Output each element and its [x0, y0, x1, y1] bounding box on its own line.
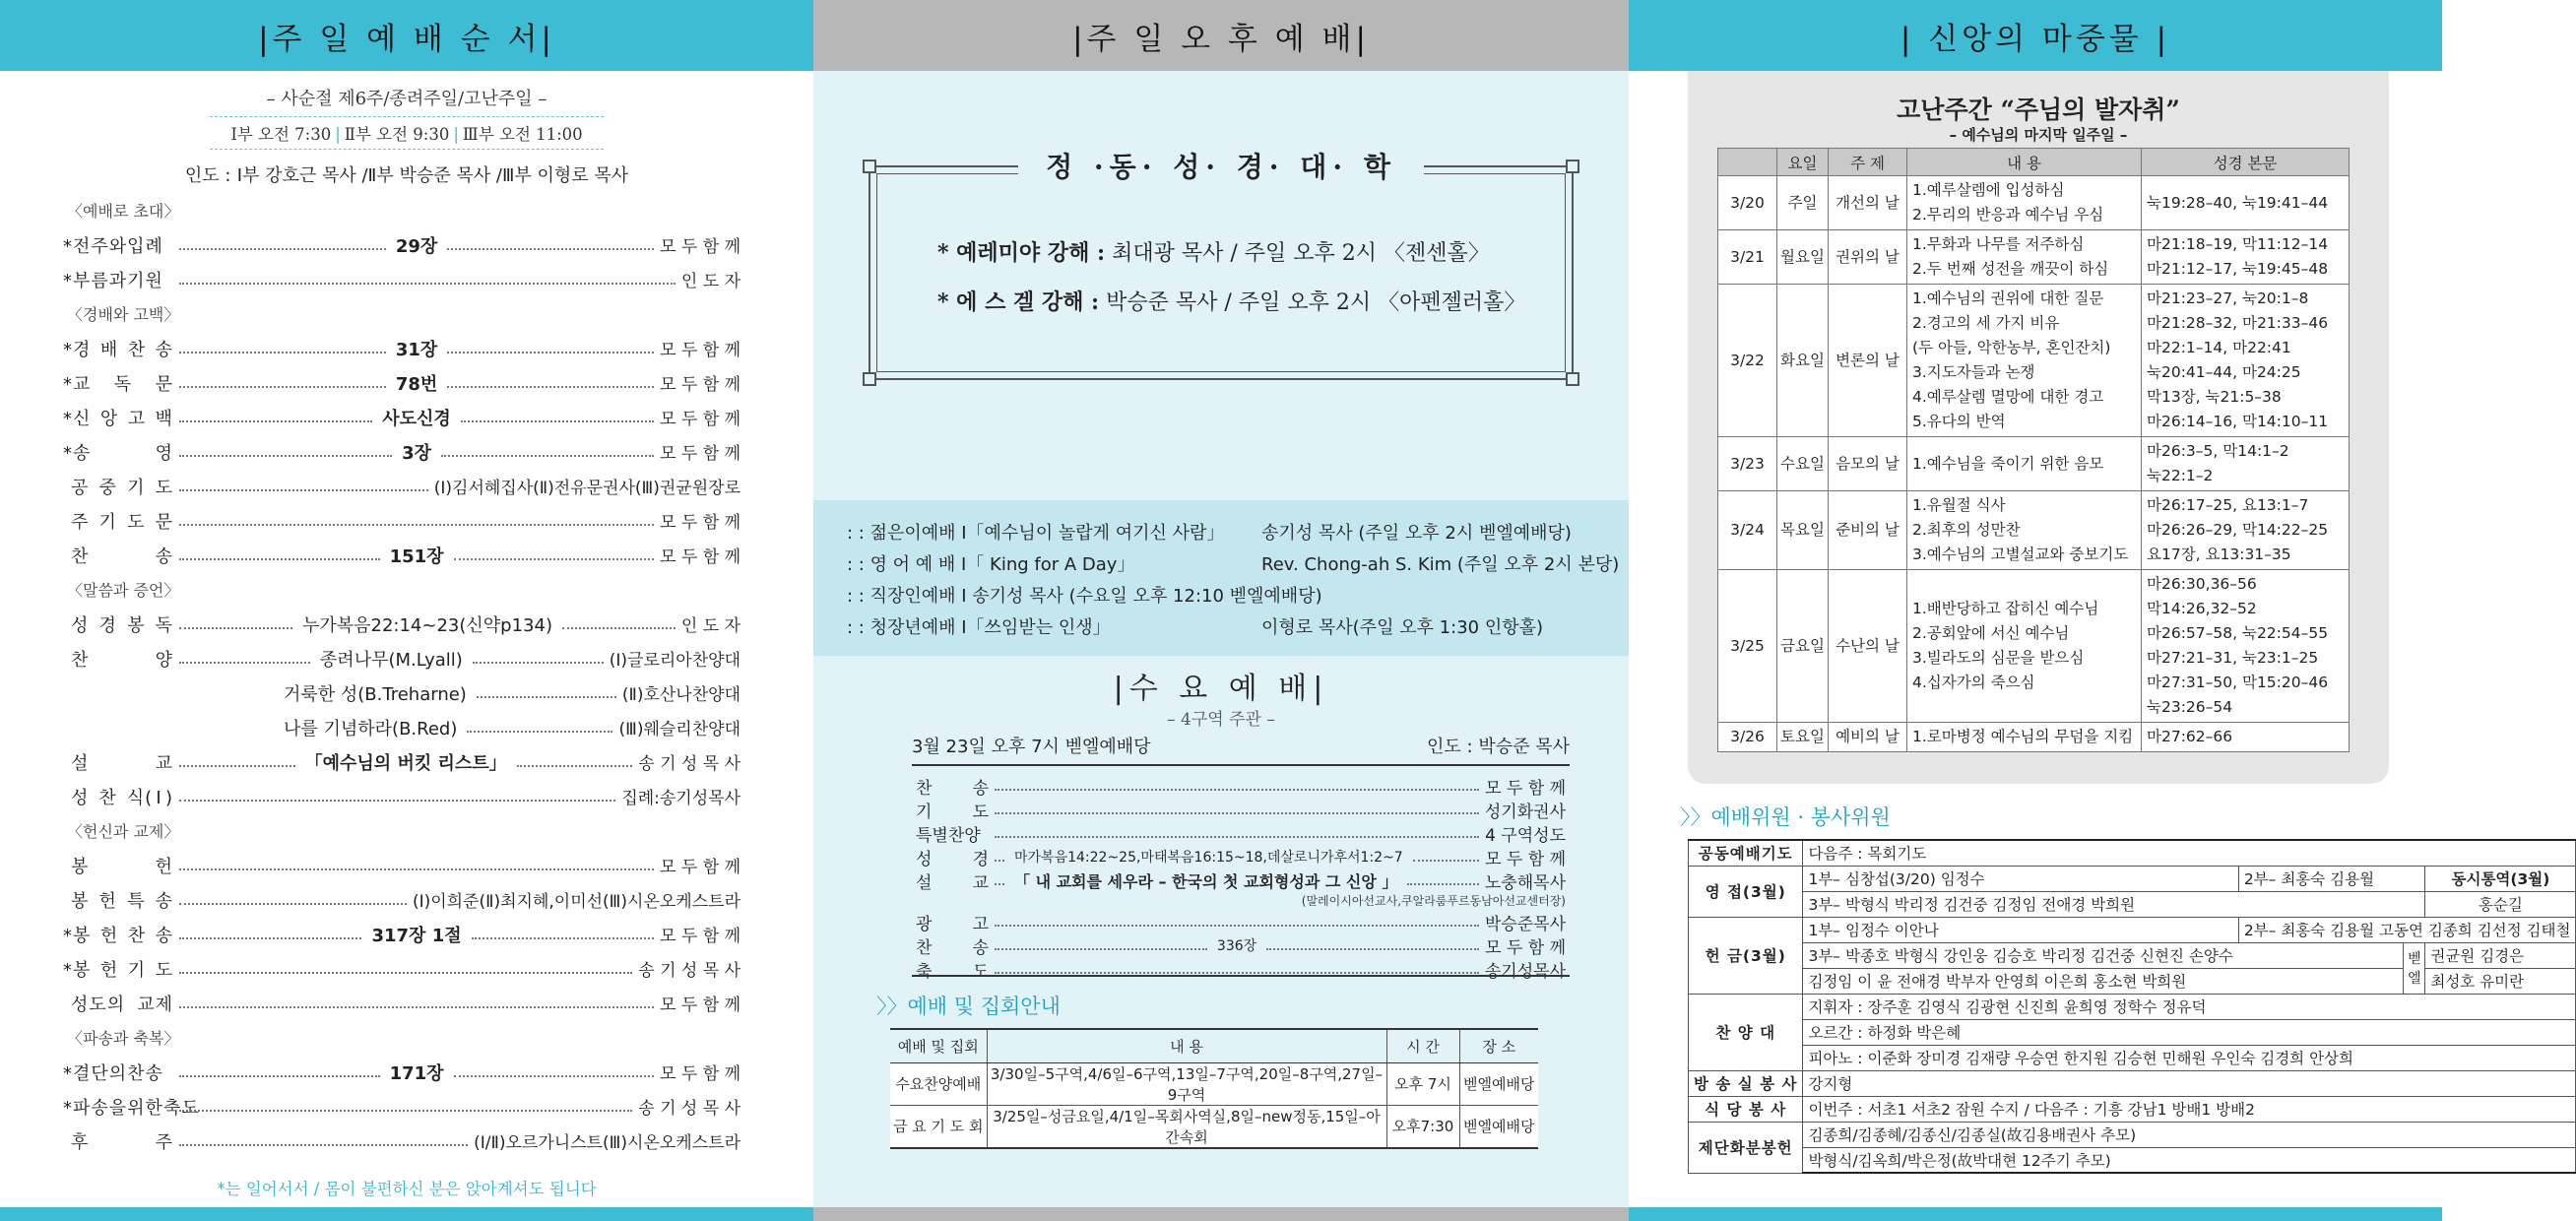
leader-label: 인도 : — [184, 165, 231, 186]
order-item-name: 설 교 — [71, 752, 173, 774]
order-item — [71, 882, 741, 917]
order-item — [63, 227, 741, 262]
order-item-name: 봉 헌 — [71, 856, 173, 877]
order-item-name: *결단의찬송 — [63, 1062, 163, 1084]
time-2: Ⅱ부 오전 9:30 — [344, 125, 450, 144]
order-item-person: (Ⅱ)호산나찬양대 — [621, 685, 741, 705]
wednesday-item-person: 성기화권사 — [1484, 802, 1566, 822]
liturgical-subtitle: – 사순절 제6주/종려주일/고난주일 – — [266, 89, 547, 109]
sunday-order-header: |주 일 예 배 순 서| — [0, 0, 813, 71]
wednesday-item-person: 모 두 함 께 — [1485, 937, 1566, 958]
wednesday-title: |수 요 예 배| — [1113, 672, 1329, 706]
staff-table: 공동예배기도 다음주 : 목회기도 영 접(3월) 1부– 심창섭(3/20) 임정수 2부– 최홍숙 김용월 동시통역(3월) 3부– 박형식 박리정 김건중 김정임 전애경 박희원 홍순길 헌 금(3월) 1부– 임정수 이안나 2부– 최홍숙 김용월 고동연 김종희 김선정 김태철 3부– 박종호 박형식 강인웅 김승호 박리정 김건중 신현진 손양수 벧엘 권균원 김경은 김정임 이 윤 전애경 박부자 안영희 이은희 홍소현 박희원 최성호 유미란 찬 양 대 지휘자 : 장주훈 김영식 김광현 신진희 윤희영 정학수 정유덕 오르간 : 하정화 박은혜 피아노 : 이준화 장미경 김재량 우승연 한지원 김승현 민해원 우인숙 김경희 안상희 방 송 실 봉 사 강지형 식 당 봉 사 이번주 : 서초1 서초2 잠원 수지 / 다음주 : 기흥 강남1 방배1 방배2 제단화분봉헌 김종희/김종혜/김종신/김종실(故김용배권사 추모) 박형식/김옥희/박은정(故박대현 12주기 추모) — [1688, 839, 2576, 1174]
wednesday-item-detail: 336장 — [1216, 938, 1257, 954]
footer-bar — [1629, 1207, 2442, 1221]
order-item-name: *부름과기원 — [63, 270, 163, 291]
order-item-detail: 사도신경 — [382, 408, 451, 429]
lecture-ezekiel: * 에 스 겔 강해 : 박승준 목사 / 주일 오후 2시 〈아펜젤러홀〉 — [937, 289, 1526, 315]
service-times: Ⅰ부 오전 7:30 | Ⅱ부 오전 9:30 | Ⅲ부 오전 11:00 — [210, 116, 604, 150]
service-leaders — [0, 161, 813, 187]
order-item — [63, 365, 741, 400]
order-item-detail: 29장 — [395, 235, 438, 257]
table-row: 3/20 주일 개선의 날 1.예루살렘에 입성하심 2.무리의 반응과 예수님 우심 눅19:28–40, 눅19:41–44 — [1718, 176, 2350, 230]
order-item-person: 모 두 함 께 — [660, 410, 741, 429]
order-item-person: 모 두 함 께 — [660, 927, 741, 946]
wednesday-item-name: 성 경 — [916, 849, 989, 869]
passion-week-title: 고난주간 “주님의 발자취” — [1897, 96, 2180, 124]
order-section: 〈헌신과 교제〉 — [67, 822, 180, 841]
order-item-name: 봉 헌 특 송 — [71, 890, 173, 912]
lecture-jeremiah: * 예레미야 강해 : 최대광 목사 / 주일 오후 2시 〈젠센홀〉 — [937, 240, 1490, 266]
order-item-person: 모 두 함 께 — [660, 1064, 741, 1084]
notice-table: 예배 및 집회 내 용 시 간 장 소 수요찬양예배 3/30일–5구역,4/6일–6구역,13일–7구역,20일–8구역,27일–9구역 오후 7시 벧엘예배당 금 요 기 도 회 3/25일–성금요일,4/1일–목회사역실,8일–new정동,15일–아간속회 오후7:30 벧엘예배당 — [890, 1028, 1538, 1149]
order-item-person: (Ⅰ)글로리아찬양대 — [609, 651, 741, 671]
order-item-name: 찬 양 — [71, 649, 173, 671]
order-item-name: 주 기 도 문 — [71, 511, 173, 533]
wednesday-item — [916, 821, 1566, 845]
wednesday-item-detail: 마가복음14:22~25,마태복음16:15~18,데살로니가후서1:2~7 — [1014, 850, 1403, 866]
order-item-detail: 종려나무(M.Lyall) — [319, 649, 463, 671]
order-section: 〈말씀과 증언〉 — [67, 581, 180, 600]
wednesday-item-name: 찬 송 — [916, 778, 989, 799]
wednesday-item-detail: 「 내 교회를 세우라 – 한국의 첫 교회형성과 그 신앙 」 — [1014, 871, 1398, 891]
order-item-name: 찬 송 — [71, 546, 173, 567]
order-section: 〈예배로 초대〉 — [67, 202, 180, 221]
order-item-person: 인 도 자 — [680, 272, 741, 291]
wednesday-item — [916, 798, 1566, 821]
footer-bar — [813, 1207, 1629, 1221]
order-item — [71, 607, 741, 641]
wednesday-item-person: 박승준목사 — [1484, 914, 1566, 934]
order-item-person: 송 기 성 목 사 — [638, 961, 741, 981]
order-item-person: 모 두 함 께 — [660, 858, 741, 877]
order-item — [71, 1124, 741, 1158]
order-item — [71, 848, 741, 882]
wednesday-item-person: 4 구역성도 — [1485, 825, 1566, 846]
order-item-name: 성 경 봉 독 — [71, 614, 173, 636]
order-item-detail: 31장 — [395, 339, 438, 360]
wednesday-item — [916, 774, 1566, 798]
order-section: 〈경배와 고백〉 — [67, 305, 180, 324]
order-item-person: 모 두 함 께 — [660, 996, 741, 1015]
wednesday-item-name: 기 도 — [916, 802, 989, 822]
order-item-name: *파송을위한축도 — [63, 1097, 200, 1119]
time-1: Ⅰ부 오전 7:30 — [230, 125, 332, 144]
order-item — [71, 710, 741, 744]
service-row-english: : : 영 어 예 배 I「 King for A Day」 Rev. Chong-ah S. Kim (주일 오후 2시 본당) — [847, 554, 1620, 575]
order-item-detail: 171장 — [389, 1062, 444, 1084]
table-row: 3/21 월요일 권위의 날 1.무화과 나무를 저주하심 2.두 번째 성전을 깨끗이 하심 마21:18–19, 막11:12–14 마21:12–17, 눅19:45–48 — [1718, 230, 2350, 285]
faith-panel — [1629, 0, 2571, 1221]
table-row: 3/24 목요일 준비의 날 1.유월절 식사 2.최후의 성만찬 3.예수님의 고별설교와 중보기도 마26:17–25, 요13:1–7 마26:26–29, 막14:22–25 요17장, 요13:31–35 — [1718, 491, 2350, 570]
order-item-name: *경 배 찬 송 — [63, 339, 173, 360]
order-item — [63, 951, 741, 986]
order-item-detail: 78번 — [395, 373, 438, 395]
sunday-order-panel — [0, 0, 813, 1221]
order-item — [63, 400, 741, 434]
wednesday-item — [916, 933, 1566, 957]
other-services-band — [813, 500, 1629, 656]
wednesday-order — [916, 774, 1566, 981]
wednesday-item-person: 노충해목사 — [1484, 872, 1566, 893]
order-item-name: 성도의 교제 — [71, 994, 173, 1015]
wednesday-item-person: 모 두 함 께 — [1485, 778, 1566, 799]
table-row: 3/23 수요일 음모의 날 1.예수님을 죽이기 위한 음모 마26:3–5, 막14:1–2 눅22:1–2 — [1718, 437, 2350, 491]
order-item-detail: 거룩한 성(B.Treharne) — [284, 683, 467, 705]
standing-note: *는 일어서서 / 몸이 불편하신 분은 앉아계셔도 됩니다 — [217, 1180, 597, 1198]
footer-bar — [0, 1207, 813, 1221]
notice-title: 〉〉예배 및 집회안내 — [876, 995, 1061, 1018]
wednesday-item — [916, 957, 1566, 981]
order-section: 〈파송과 축복〉 — [67, 1029, 180, 1048]
order-item-name: *신 앙 고 백 — [63, 408, 173, 429]
table-row: 3/26 토요일 예비의 날 1.로마병정 예수님의 무덤을 지킴 마27:62–66 — [1718, 723, 2350, 752]
service-row-adults: : : 청장년예배 I「쓰임받는 인생」 이형로 목사(주일 오후 1:30 인항홀) — [847, 617, 1544, 638]
wednesday-item-person: 송기성목사 — [1484, 961, 1566, 982]
wednesday-item-name: 광 고 — [916, 914, 989, 934]
order-of-worship — [63, 193, 741, 1158]
order-item-name: *전주와입례 — [63, 235, 163, 257]
order-item — [71, 675, 741, 710]
order-item — [63, 917, 741, 951]
order-item — [71, 641, 741, 675]
wednesday-info: 3월 23일 오후 7시 벧엘예배당 인도 : 박승준 목사 — [912, 733, 1570, 766]
wednesday-item-name: 특별찬양 — [916, 825, 981, 846]
order-item — [63, 1089, 741, 1124]
wednesday-item — [916, 868, 1566, 892]
afternoon-panel — [813, 0, 1629, 1221]
order-item-person: (Ⅰ)김서혜집사(Ⅱ)전유문권사(Ⅲ)권균원장로 — [433, 479, 741, 498]
service-row-workers: : : 직장인예배 I 송기성 목사 (수요일 오후 12:10 벧엘예배당) — [847, 586, 1322, 607]
order-item — [63, 262, 741, 296]
order-item-person: 송 기 성 목 사 — [638, 1099, 741, 1119]
bible-college-title: 정 ·동· 성· 경· 대· 학 — [1018, 146, 1424, 185]
service-row-youth: : : 젊은이예배 I「예수님이 놀랍게 여기신 사람」 송기성 목사 (주일 오후 2시 벧엘예배당) — [847, 523, 1572, 544]
order-item-person: 모 두 함 께 — [660, 237, 741, 257]
order-item-detail: 151장 — [389, 546, 444, 567]
passion-week-box — [1688, 71, 2389, 784]
order-item — [63, 331, 741, 365]
passion-week-table: 요일 주 제 내 용 성경 본문 3/20 주일 개선의 날 1.예루살렘에 입성하심 2.무리의 반응과 예수님 우심 눅19:28–40, 눅19:41–44 3/21 월요일 권위의 날 1.무화과 나무를 저주하심 2.두 번째 성전을 깨끗이 하심 마21:18–19, 막11:12–14 마21:12–17, 눅19:45–48 3/22 화요일 변론의 날 1.예수님의 권위에 대한 질문 2.경고의 세 가지 비유 (두 아들, 악한농부, 혼인잔치) 3.지도자들과 논쟁 4.예루살렘 멸망에 대한 경고 5.유다의 반역 마21:23–27, 눅20:1–8 마21:28–32, 마21:33–46 마22:1–14, 마22:41 눅20:41–44, 마24:25 막13장, 눅21:5–38 마26:14–16, 막14:10–11 3/23 수요일 음모의 날 1.예수님을 죽이기 위한 음모 마26:3–5, 막14:1–2 눅22:1–2 3/24 목요일 준비의 날 1.유월절 식사 2.최후의 성만찬 3.예수님의 고별설교와 중보기도 마26:17–25, 요13:1–7 마26:26–29, 막14:22–25 요17장, 요13:31–35 3/25 금요일 수난의 날 1.배반당하고 잡히신 예수님 2.공회앞에 서신 예수님 3.빌라도의 심문을 받으심 4.십자가의 죽으심 마26:30,36–56 막14:26,32–52 마26:57–58, 눅22:54–55 마27:21–31, 눅23:1–25 마27:31–50, 막15:20–46 눅23:26–54 3/26 토요일 예비의 날 1.로마병정 예수님의 무덤을 지킴 마27:62–66 — [1717, 148, 2350, 752]
order-item-detail: 「예수님의 버킷 리스트」 — [304, 752, 507, 774]
leader-names: Ⅰ부 강호근 목사 /Ⅱ부 박승준 목사 /Ⅲ부 이형로 목사 — [236, 165, 629, 186]
faith-header: | 신앙의 마중물 | — [1629, 0, 2442, 71]
order-item — [63, 1055, 741, 1089]
order-item-detail: 나를 기념하라(B.Red) — [284, 718, 458, 739]
order-item-person: 인 도 자 — [680, 616, 741, 636]
table-row: 금 요 기 도 회 3/25일–성금요일,4/1일–목회사역실,8일–new정동,15일–아간속회 오후7:30 벧엘예배당 — [890, 1105, 1538, 1148]
order-item-person: 모 두 함 께 — [660, 513, 741, 533]
passion-week-subtitle: – 예수님의 마지막 일주일 – — [1949, 126, 2128, 144]
order-item-person: (Ⅲ)웨슬리찬양대 — [618, 720, 741, 739]
wednesday-item-name: 축 도 — [916, 961, 989, 982]
order-item — [71, 469, 741, 503]
order-item — [63, 434, 741, 469]
order-item-detail: 317장 1절 — [371, 925, 462, 946]
order-item-name: *봉 헌 기 도 — [63, 959, 173, 981]
order-item-name: 후 주 — [71, 1131, 173, 1153]
wednesday-item — [916, 910, 1566, 933]
preacher-note: (말레이시아선교사,쿠알라룸푸르동남아선교센터장) — [1301, 894, 1566, 908]
order-item-person: 모 두 함 께 — [660, 547, 741, 567]
order-item-person: (Ⅰ)이희준(Ⅱ)최지혜,이미선(Ⅲ)시온오케스트라 — [412, 892, 741, 912]
order-item-detail: 3장 — [402, 442, 432, 464]
order-item-name: *교 독 문 — [63, 373, 173, 395]
order-item-name: *송 영 — [63, 442, 173, 464]
order-item — [71, 538, 741, 572]
order-item-name: *봉 헌 찬 송 — [63, 925, 173, 946]
order-item-person: 모 두 함 께 — [660, 444, 741, 464]
order-item-person: 집례:송기성목사 — [621, 789, 741, 808]
table-row: 3/22 화요일 변론의 날 1.예수님의 권위에 대한 질문 2.경고의 세 가지 비유 (두 아들, 악한농부, 혼인잔치) 3.지도자들과 논쟁 4.예루살렘 멸망에 대한 경고 5.유다의 반역 마21:23–27, 눅20:1–8 마21:28–32, 마21:33–46 마22:1–14, 마22:41 눅20:41–44, 마24:25 막13장, 눅21:5–38 마26:14–16, 막14:10–11 — [1718, 285, 2350, 437]
wednesday-subtitle: – 4구역 주관 – — [1167, 710, 1275, 730]
table-row: 수요찬양예배 3/30일–5구역,4/6일–6구역,13일–7구역,20일–8구역,27일–9구역 오후 7시 벧엘예배당 — [890, 1062, 1538, 1105]
order-item — [71, 779, 741, 813]
afternoon-header: |주 일 오 후 예 배| — [813, 0, 1629, 71]
order-item-name: 성 찬 식(Ⅰ) — [71, 787, 173, 808]
order-item-detail: 누가복음22:14~23(신약p134) — [301, 614, 552, 636]
order-item-person: 송 기 성 목 사 — [638, 754, 741, 774]
order-item-name: 공 중 기 도 — [71, 477, 173, 498]
wednesday-item-name: 설 교 — [916, 872, 989, 893]
order-item-person: (Ⅰ/Ⅱ)오르가니스트(Ⅲ)시온오케스트라 — [474, 1133, 741, 1153]
order-item — [71, 744, 741, 779]
wednesday-item-person: 모 두 함 께 — [1485, 849, 1566, 869]
order-item — [71, 986, 741, 1020]
wednesday-item-name: 찬 송 — [916, 937, 989, 958]
order-item-person: 모 두 함 께 — [660, 375, 741, 395]
table-row: 3/25 금요일 수난의 날 1.배반당하고 잡히신 예수님 2.공회앞에 서신 예수님 3.빌라도의 심문을 받으심 4.십자가의 죽으심 마26:30,36–56 막14:26,32–52 마26:57–58, 눅22:54–55 마27:21–31, 눅23:1–25 마27:31–50, 막15:20–46 눅23:26–54 — [1718, 570, 2350, 723]
time-3: Ⅲ부 오전 11:00 — [462, 125, 583, 144]
wednesday-item — [916, 845, 1566, 868]
order-item-person: 모 두 함 께 — [660, 341, 741, 360]
order-item — [71, 503, 741, 538]
bible-college-frame — [869, 151, 1574, 380]
staff-title: 〉〉예배위원 · 봉사위원 — [1680, 805, 1891, 829]
